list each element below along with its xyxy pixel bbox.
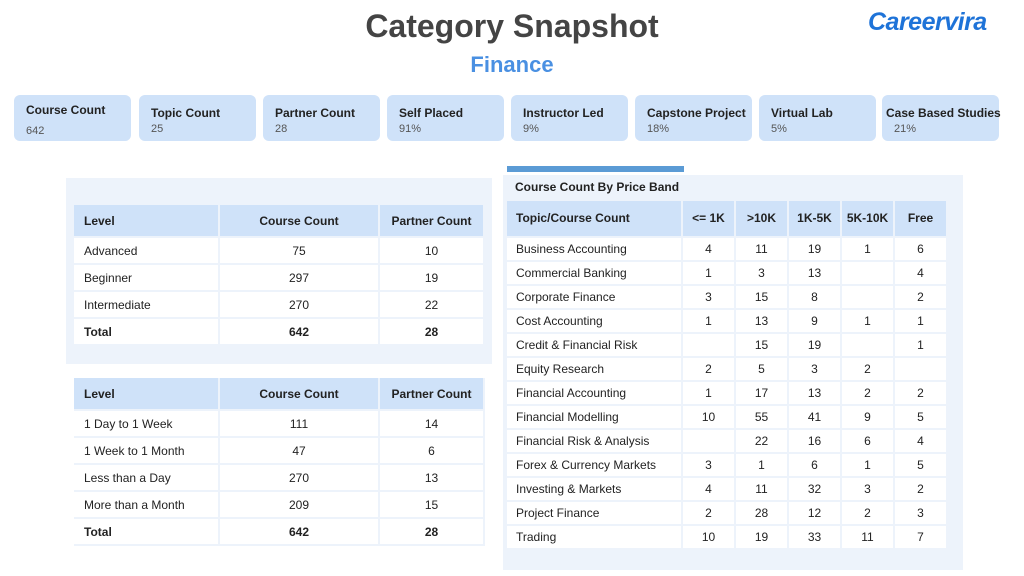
page-subtitle: Finance	[470, 52, 554, 77]
price-band-accent-bar	[507, 166, 684, 172]
count-cell: 7	[894, 525, 947, 549]
count-cell: 3	[788, 357, 841, 381]
count-cell: 19	[735, 525, 788, 549]
count-cell: 6	[841, 429, 894, 453]
kpi-card-self-placed[interactable]	[387, 95, 504, 141]
count-cell: 2	[894, 477, 947, 501]
cell: 297	[219, 264, 379, 291]
table-row	[507, 381, 947, 405]
table-row	[507, 237, 947, 261]
count-cell: 2	[894, 381, 947, 405]
count-cell: 2	[682, 357, 735, 381]
topic-cell: Project Finance	[507, 501, 682, 525]
table-row	[507, 333, 947, 357]
count-cell: 33	[788, 525, 841, 549]
table-row	[74, 264, 484, 291]
count-cell: 2	[841, 357, 894, 381]
count-cell	[841, 333, 894, 357]
kpi-card-course-count[interactable]	[14, 95, 131, 141]
count-cell: 1	[894, 309, 947, 333]
cell: 6	[379, 437, 484, 464]
count-cell: 11	[841, 525, 894, 549]
table-total-row	[74, 318, 484, 345]
col-header-le-1k[interactable]: <= 1K	[682, 201, 735, 237]
cell: 270	[219, 464, 379, 491]
count-cell: 41	[788, 405, 841, 429]
topic-cell: Trading	[507, 525, 682, 549]
count-cell: 6	[894, 237, 947, 261]
col-header-gt-10k[interactable]: >10K	[735, 201, 788, 237]
cell: Advanced	[74, 237, 219, 264]
count-cell: 2	[841, 501, 894, 525]
kpi-value: 9%	[523, 123, 539, 135]
col-header-level[interactable]: Level	[74, 205, 219, 237]
cell: 28	[379, 318, 484, 345]
table-total-row	[74, 518, 484, 545]
topic-cell: Financial Accounting	[507, 381, 682, 405]
count-cell: 8	[788, 285, 841, 309]
count-cell: 1	[682, 261, 735, 285]
cell: 14	[379, 410, 484, 437]
count-cell: 13	[788, 381, 841, 405]
count-cell: 6	[788, 453, 841, 477]
table-row	[74, 291, 484, 318]
count-cell: 4	[894, 429, 947, 453]
count-cell: 1	[841, 453, 894, 477]
cell: More than a Month	[74, 491, 219, 518]
cell: 75	[219, 237, 379, 264]
count-cell: 3	[841, 477, 894, 501]
count-cell	[894, 357, 947, 381]
col-header-level[interactable]: Level	[74, 378, 219, 410]
table-row	[507, 285, 947, 309]
cell: 13	[379, 464, 484, 491]
kpi-card-virtual-lab[interactable]	[759, 95, 876, 141]
count-cell: 10	[682, 405, 735, 429]
page-title: Category Snapshot	[365, 8, 659, 44]
cell: 28	[379, 518, 484, 545]
kpi-value: 25	[151, 123, 164, 135]
count-cell	[682, 429, 735, 453]
count-cell: 13	[788, 261, 841, 285]
count-cell: 19	[788, 237, 841, 261]
col-header-partner-count[interactable]: Partner Count	[379, 205, 484, 237]
cell: 642	[219, 318, 379, 345]
count-cell: 55	[735, 405, 788, 429]
kpi-card-partner-count[interactable]	[263, 95, 380, 141]
table-row	[74, 410, 484, 437]
kpi-card-case-based-studies[interactable]	[882, 95, 999, 141]
topic-cell: Credit & Financial Risk	[507, 333, 682, 357]
count-cell: 9	[788, 309, 841, 333]
topic-cell: Cost Accounting	[507, 309, 682, 333]
count-cell: 5	[894, 405, 947, 429]
count-cell: 17	[735, 381, 788, 405]
table-row	[507, 357, 947, 381]
cell: 1 Week to 1 Month	[74, 437, 219, 464]
level-table	[74, 205, 485, 346]
cell: 111	[219, 410, 379, 437]
kpi-label: Instructor Led	[523, 106, 604, 120]
count-cell: 1	[841, 237, 894, 261]
kpi-label: Topic Count	[151, 106, 221, 120]
cell: 10	[379, 237, 484, 264]
count-cell: 1	[682, 381, 735, 405]
topic-cell: Corporate Finance	[507, 285, 682, 309]
topic-cell: Equity Research	[507, 357, 682, 381]
count-cell: 32	[788, 477, 841, 501]
cell: 15	[379, 491, 484, 518]
col-header-partner-count[interactable]: Partner Count	[379, 378, 484, 410]
table-row	[74, 437, 484, 464]
count-cell: 2	[894, 285, 947, 309]
count-cell: 11	[735, 237, 788, 261]
kpi-value: 91%	[399, 123, 422, 135]
count-cell: 5	[735, 357, 788, 381]
cell: Intermediate	[74, 291, 219, 318]
table-row	[507, 429, 947, 453]
cell: 19	[379, 264, 484, 291]
count-cell: 4	[682, 477, 735, 501]
topic-cell: Investing & Markets	[507, 477, 682, 501]
count-cell: 2	[682, 501, 735, 525]
kpi-value: 642	[26, 125, 45, 137]
col-header-course-count[interactable]: Course Count	[219, 378, 379, 410]
count-cell: 4	[682, 237, 735, 261]
table-row	[507, 525, 947, 549]
count-cell	[682, 333, 735, 357]
kpi-card-instructor-led[interactable]	[511, 95, 628, 141]
price-band-table	[507, 201, 948, 550]
table-row	[74, 464, 484, 491]
kpi-value: 5%	[771, 123, 787, 135]
table-row	[507, 261, 947, 285]
count-cell: 15	[735, 333, 788, 357]
price-band-title: Course Count By Price Band	[515, 180, 680, 194]
kpi-label: Capstone Project	[647, 106, 746, 120]
topic-cell: Financial Modelling	[507, 405, 682, 429]
col-header-free[interactable]: Free	[894, 201, 947, 237]
kpi-row	[14, 95, 1004, 141]
count-cell: 4	[894, 261, 947, 285]
count-cell: 3	[682, 285, 735, 309]
count-cell: 13	[735, 309, 788, 333]
count-cell: 3	[735, 261, 788, 285]
kpi-value: 28	[275, 123, 288, 135]
count-cell	[841, 285, 894, 309]
count-cell: 3	[682, 453, 735, 477]
kpi-card-topic-count[interactable]	[139, 95, 256, 141]
table-row	[74, 491, 484, 518]
topic-cell: Commercial Banking	[507, 261, 682, 285]
kpi-card-capstone-project[interactable]	[635, 95, 752, 141]
cell: 642	[219, 518, 379, 545]
careervira-logo[interactable]: Careervira	[868, 8, 987, 36]
table-row	[507, 453, 947, 477]
col-header-topic[interactable]: Topic/Course Count	[507, 201, 682, 237]
count-cell: 1	[894, 333, 947, 357]
table-row	[507, 405, 947, 429]
table-row	[74, 237, 484, 264]
cell: 209	[219, 491, 379, 518]
cell: 47	[219, 437, 379, 464]
cell: 1 Day to 1 Week	[74, 410, 219, 437]
count-cell: 1	[682, 309, 735, 333]
count-cell: 3	[894, 501, 947, 525]
duration-table	[74, 378, 485, 546]
kpi-label: Self Placed	[399, 106, 464, 120]
table-row	[507, 309, 947, 333]
table-row	[507, 477, 947, 501]
count-cell: 22	[735, 429, 788, 453]
kpi-value: 21%	[894, 123, 917, 135]
topic-cell: Financial Risk & Analysis	[507, 429, 682, 453]
count-cell: 1	[841, 309, 894, 333]
count-cell: 9	[841, 405, 894, 429]
kpi-label: Course Count	[26, 103, 106, 117]
count-cell: 15	[735, 285, 788, 309]
kpi-value: 18%	[647, 123, 670, 135]
kpi-label: Case Based Studies	[886, 106, 1001, 120]
cell: 22	[379, 291, 484, 318]
count-cell: 10	[682, 525, 735, 549]
cell: Total	[74, 518, 219, 545]
count-cell: 12	[788, 501, 841, 525]
count-cell	[841, 261, 894, 285]
cell: 270	[219, 291, 379, 318]
kpi-label: Virtual Lab	[771, 106, 833, 120]
col-header-5k-10k[interactable]: 5K-10K	[841, 201, 894, 237]
cell: Total	[74, 318, 219, 345]
count-cell: 16	[788, 429, 841, 453]
table-row	[507, 501, 947, 525]
topic-cell: Business Accounting	[507, 237, 682, 261]
topic-cell: Forex & Currency Markets	[507, 453, 682, 477]
count-cell: 19	[788, 333, 841, 357]
col-header-course-count[interactable]: Course Count	[219, 205, 379, 237]
count-cell: 11	[735, 477, 788, 501]
count-cell: 1	[735, 453, 788, 477]
kpi-label: Partner Count	[275, 106, 356, 120]
count-cell: 2	[841, 381, 894, 405]
col-header-1k-5k[interactable]: 1K-5K	[788, 201, 841, 237]
count-cell: 5	[894, 453, 947, 477]
cell: Beginner	[74, 264, 219, 291]
count-cell: 28	[735, 501, 788, 525]
cell: Less than a Day	[74, 464, 219, 491]
